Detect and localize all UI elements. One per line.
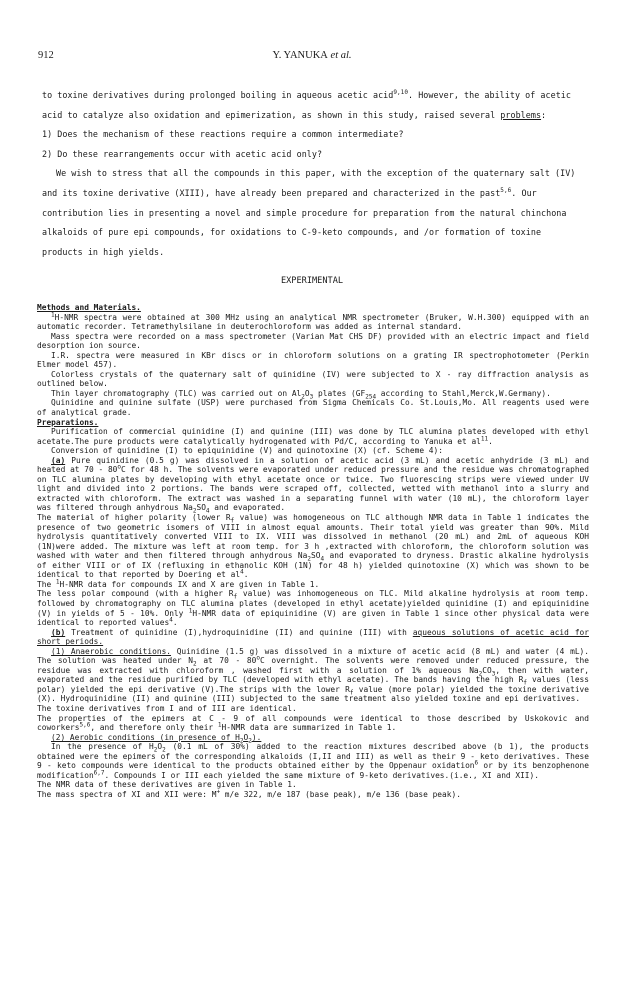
prep-mass-final: The mass spectra of XI and XII were: M+ m/e 322, m/e 187 (base peak), m/e 136 (base peak). xyxy=(37,788,461,799)
prep-b: (b) Treatment of quinidine (I),hydroquinidine (II) and quinine (III) with aqueous solutions of acetic acid for short periods. xyxy=(37,627,589,647)
experimental-heading: EXPERIMENTAL xyxy=(280,276,344,286)
intro-section xyxy=(42,86,584,262)
prep-nmr-final: The NMR data of these derivatives are given in Table 1. xyxy=(37,780,297,790)
prep-higher-polarity: The material of higher polarity (lower $R_f$ value) was homogeneous on TLC although NMR data in Table 1 indicates the presence of two geometric isomers of VIII in almost equal amounts. Their total yield was greater than 90%. Mild hydrolysis quantitatively converted VIII to IX. VIII was dissolved in methanol (20 mL) and 2mL of aqueous KOH (1N)were added. The mixture was left at room temp. for 3 h ,extracted with chloroform, the chloroform solution was washed with water and then filtered through anhydrous $Na_2SO_4$ and evaporated to dryness. Drastic alkaline hydrolysis of either VIII or of IX (refluxing in ethanolic KOH (1N) for 48 h) yielded quinotoxine (X) which was shown to be identical to that reported by Doering et $al^4$. xyxy=(37,513,590,580)
page-number: 912 xyxy=(38,50,54,61)
running-head xyxy=(38,50,586,61)
methods-sulfate: Quinidine and quinine sulfate (USP) were purchased from Sigma Chemicals Co. St.Louis,Mo. All reagents used were of analytical grade. xyxy=(37,398,589,418)
prep-toxine-identical: The toxine derivatives from I and of III are identical. xyxy=(37,703,297,713)
methods-ir: I.R. spectra were measured in KBr discs or in chloroform solutions on a grating IR spectrophotometer (Perkin Elmer model 457). xyxy=(37,350,589,370)
methods-tlc: Thin layer chromatography (TLC) was carried out on $Al_2O_3$ plates ($GF_{254}$ according to Stahl,Merck,W.Germany). xyxy=(51,388,551,401)
question-2: 2) Do these rearrangements occur with acetic acid only? xyxy=(42,148,323,159)
experimental-section xyxy=(37,303,589,799)
prep-b1-anaerobic: (1) Anaerobic conditions. Quinidine (1.5 g) was dissolved in a mixture of acetic acid (8 mL) and water (4 mL). The solution was heated under $N_2$ at 70 - 80$^o$C overnight. The solvents were removed under reduced pressure, the residue was extracted with chloroform , washed first with a solution of 1% aqueous $Na_2CO_3$, then with water, evaporated and the residue purified by TLC (developed with ethyl acetate). The bands having the high $R_f$ values (less polar) yielded the epi derivative (V).The strips with the lower $R_f$ value (more polar) yielded the toxine derivative (X). Hydroquinidine (II) and quinine (III) subjected to the same treatment also yielded toxine and epi derivatives. xyxy=(37,646,589,704)
preparations-heading: Preparations. xyxy=(37,417,99,427)
intro-paragraph-2: We wish to stress that all the compounds in this paper, with the exception of the quaternary salt (IV) and its toxine derivative (XIII), have already been prepared and characterized in the past$^{5,6}$. Our contribution lies in presenting a novel and simple procedure for preparation from the natural chinchona alkaloids of pure epi compounds, for oxidations to C-9-keto compounds, and /or formation of toxine products in high yields. xyxy=(42,168,576,257)
intro-paragraph-1: to toxine derivatives during prolonged boiling in aqueous acetic acid$^{9,10}$. However, the ability of acetic acid to catalyze also oxidation and epimerization, as shown in this study, raised several problems: xyxy=(42,89,571,120)
question-1: 1) Does the mechanism of these reactions require a common intermediate? xyxy=(42,129,404,140)
prep-purification: Purification of commercial quinidine (I) and quinine (III) was done by TLC alumina plates developed with ethyl acetate.The pure products were catalytically hydrogenated with Pd/C, according to Yanuka et $al^{11}$. xyxy=(37,427,589,446)
running-head-etal: et al. xyxy=(330,50,352,61)
methods-mass: Mass spectra were recorded on a mass spectrometer (Varian Mat CHS DF) provided with an electric impact and field desorption ion source. xyxy=(37,331,589,351)
prep-conversion: Conversion of quinidine (I) to epiquinidine (V) and quinotoxine (X) (cf. Scheme 4): xyxy=(51,446,443,456)
methods-xray: Colorless crystals of the quaternary salt of quinidine (IV) were subjected to X - ray diffraction analysis as outlined below. xyxy=(37,369,589,389)
prep-b2-heading: (2) Aerobic conditions (in presence of $H_2O_2$). xyxy=(51,732,262,745)
prep-a: (a) Pure quinidine (0.5 g) was dissolved in a solution of acetic acid (3 mL) and acetic anhydride (3 mL) and heated at 70 - 80$^o$C for 48 h. The solvents were evaporated under reduced pressure and the residue was chromatographed on TLC alumina plates by developing with ethyl acetate once or twice. Two fluorescing strips were viewed under UV light and divided into 2 portions. The bands were scraped off, collected, wetted with methanol into a slurry and extracted with chloroform. The extract was washed in a separating funnel with water (10 mL), the chloroform layer was filtered through anhydrous $Na_2SO_4$ and evaporated. xyxy=(37,455,589,516)
prep-b2-aerobic: In the presence of $H_2O_2$ (0.1 mL of 30%) added to the reaction mixtures described above (b 1), the products obtained were the epimers of the corresponding alkaloids (I,II and III) as well as their 9 - keto derivatives. These 9 - keto compounds were identical to the products obtained either by the Oppenaur oxidation$^6$ or by its benzophenone modification$^{6,7}$. Compounds I or III each yielded the same mixture of 9-keto derivatives.(i.e., XI and XII). xyxy=(37,742,589,780)
methods-heading: Methods and Materials. xyxy=(37,303,141,312)
prep-less-polar: The less polar compound (with a higher $R_f$ value) was inhomogeneous on TLC. Mild alkaline hydrolysis at room temp. followed by chromatography on TLC alumina plates (developed in ethyl acetate)yielded quinidine (I) and epiquinidine (V) in yields of 5 - 10%. Only $^1$H-NMR data of epiquinidine (V) are given in Table 1 since other physical data were identical to reported values$^4$. xyxy=(37,589,589,628)
methods-nmr: $^1$H-NMR spectra were obtained at 300 MHz using an analytical NMR spectrometer (Bruker, W.H.300) equipped with an automatic recorder. Tetramethylsilane in deuterochloroform was added as internal standard. xyxy=(37,310,589,332)
running-head-author: Y. YANUKA xyxy=(272,50,328,61)
page-header xyxy=(38,50,586,66)
prep-epimer-properties: The properties of the epimers at C - 9 of all compounds were identical to those described by Uskokovic and coworkers$^{5,6}$, and therefore only their $^1$H-NMR data are summarized in Table 1. xyxy=(37,713,589,733)
prep-nmr-data: The $^1$H-NMR data for compounds IX and X are given in Table 1. xyxy=(37,578,320,589)
